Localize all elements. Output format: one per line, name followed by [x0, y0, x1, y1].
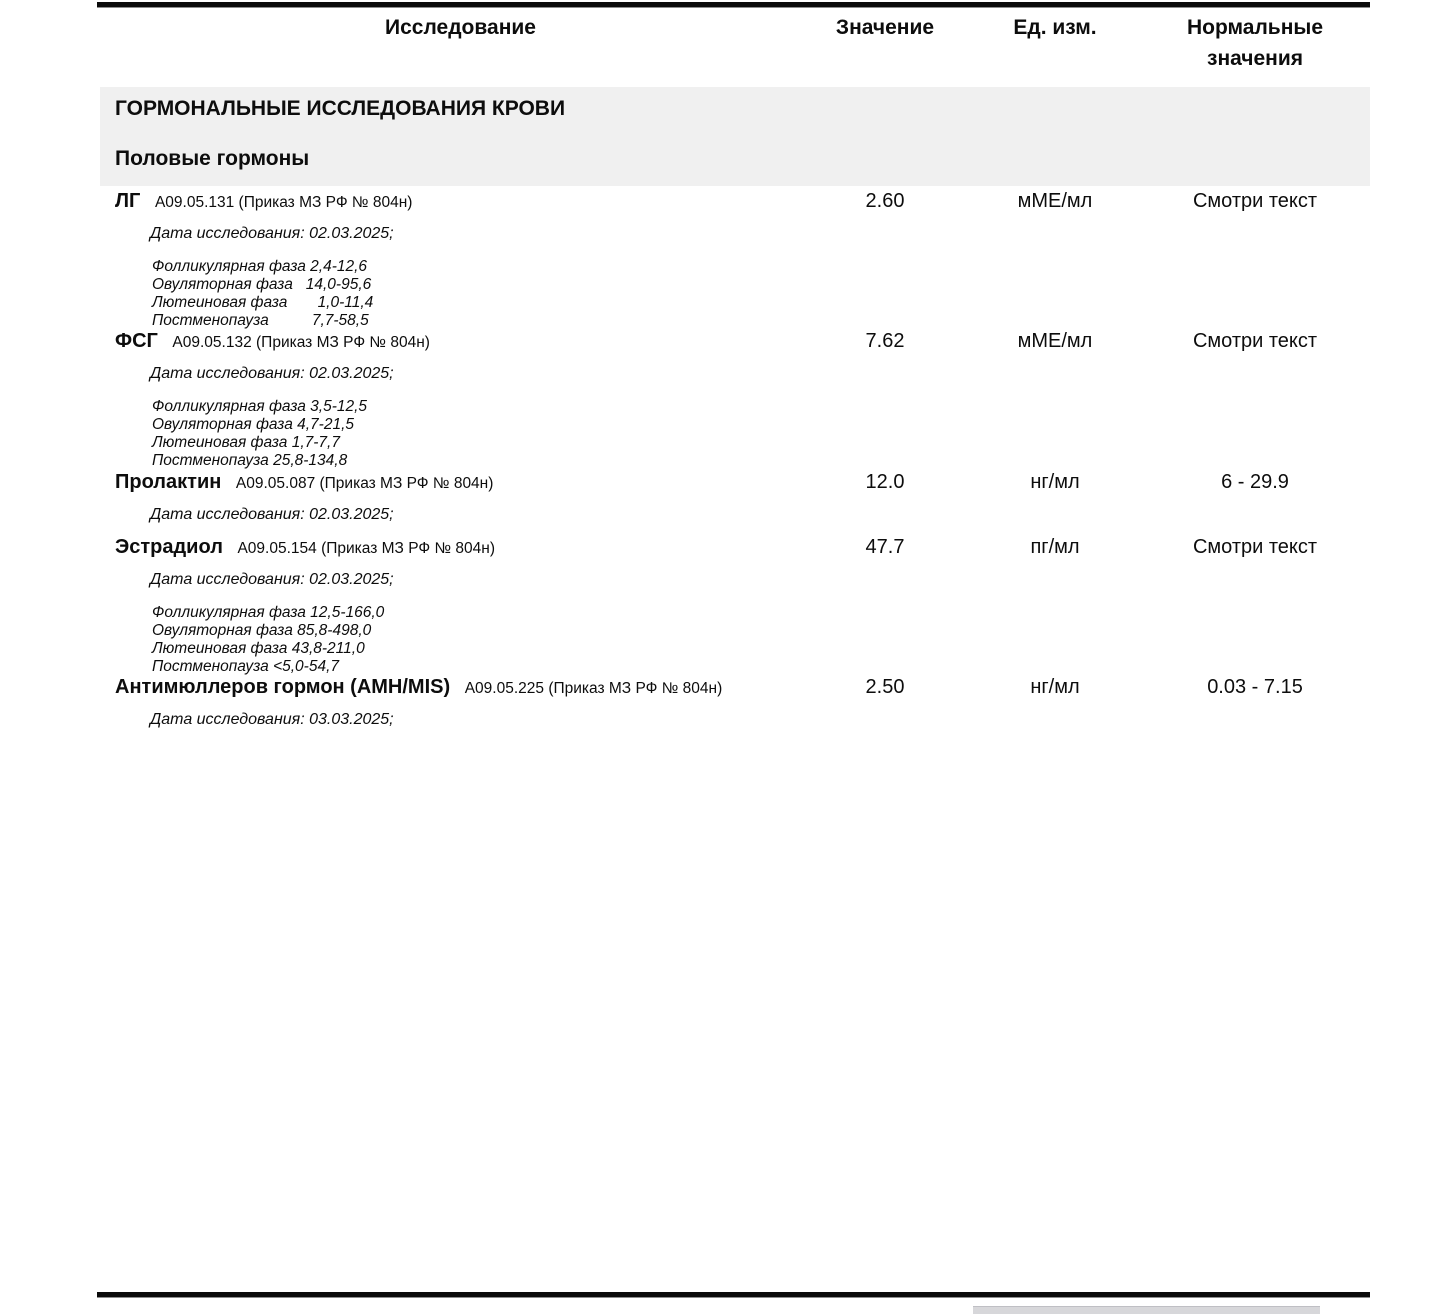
column-header-value: Значение: [835, 16, 935, 39]
result-value: 7.62: [865, 330, 905, 352]
test-row-lg: [97, 190, 1370, 330]
result-value: 2.60: [865, 190, 905, 212]
top-divider-rule: [97, 2, 1370, 8]
test-date: Дата исследования: 02.03.2025;: [150, 365, 394, 382]
result-norm: Смотри текст: [1192, 190, 1318, 212]
phase-line: Овуляторная фаза 4,7-21,5: [152, 416, 355, 433]
test-row-prolactin: [97, 471, 1370, 525]
section-title: ГОРМОНАЛЬНЫЕ ИССЛЕДОВАНИЯ КРОВИ: [115, 97, 566, 120]
results-table-body: [97, 190, 1370, 730]
result-norm: Смотри текст: [1192, 536, 1318, 558]
test-date: Дата исследования: 02.03.2025;: [150, 506, 394, 523]
test-row-estradiol: [97, 536, 1370, 676]
result-unit: пг/мл: [1030, 536, 1080, 558]
next-section-partial-band: [973, 1306, 1320, 1314]
result-norm: Смотри текст: [1192, 330, 1318, 352]
bottom-divider-rule: [97, 1292, 1370, 1298]
result-norm: 6 - 29.9: [1221, 471, 1289, 493]
result-unit: мМЕ/мл: [1017, 190, 1093, 212]
test-code: A09.05.132 (Приказ МЗ РФ № 804н): [172, 334, 430, 351]
column-header-unit: Ед. изм.: [1013, 16, 1097, 39]
phase-line: Лютеиновая фаза 1,7-7,7: [152, 434, 340, 451]
phase-line: Фолликулярная фаза 2,4-12,6: [152, 258, 368, 275]
test-name: ФСГ: [115, 330, 158, 352]
result-unit: нг/мл: [1030, 471, 1080, 493]
phase-line: Лютеиновая фаза 43,8-211,0: [152, 640, 365, 657]
test-row-fsg: [97, 330, 1370, 470]
result-value: 2.50: [865, 676, 905, 698]
test-name: Антимюллеров гормон (AMH/MIS): [115, 676, 451, 698]
test-code: A09.05.154 (Приказ МЗ РФ № 804н): [237, 540, 495, 557]
test-code: A09.05.087 (Приказ МЗ РФ № 804н): [235, 475, 494, 492]
reference-phases: [152, 604, 800, 676]
test-date: Дата исследования: 02.03.2025;: [150, 225, 394, 242]
table-header-row: [97, 12, 1370, 74]
section-band: [100, 87, 1370, 186]
result-norm: 0.03 - 7.15: [1207, 676, 1303, 698]
test-code: A09.05.131 (Приказ МЗ РФ № 804н): [154, 194, 413, 211]
reference-phases: [152, 398, 800, 470]
phase-line: Овуляторная фаза 85,8-498,0: [152, 622, 372, 639]
test-code: A09.05.225 (Приказ МЗ РФ № 804н): [464, 680, 723, 697]
phase-line: Постменопауза 7,7-58,5: [152, 312, 369, 329]
result-value: 12.0: [865, 471, 905, 493]
section-subtitle: Половые гормоны: [115, 147, 310, 170]
test-name: Пролактин: [115, 471, 222, 493]
test-date: Дата исследования: 02.03.2025;: [150, 571, 394, 588]
phase-line: Фолликулярная фаза 12,5-166,0: [152, 604, 385, 621]
column-header-study: Исследование: [385, 16, 536, 39]
test-date: Дата исследования: 03.03.2025;: [150, 711, 394, 728]
result-unit: мМЕ/мл: [1017, 330, 1093, 352]
phase-line: Фолликулярная фаза 3,5-12,5: [152, 398, 368, 415]
result-value: 47.7: [865, 536, 905, 558]
reference-phases: [152, 258, 800, 330]
phase-line: Овуляторная фаза 14,0-95,6: [152, 276, 372, 293]
result-unit: нг/мл: [1030, 676, 1080, 698]
phase-line: Постменопауза <5,0-54,7: [152, 658, 340, 675]
test-name: ЛГ: [115, 190, 141, 212]
phase-line: Лютеиновая фаза 1,0-11,4: [152, 294, 374, 311]
column-header-norm: Нормальные значения: [1186, 16, 1324, 70]
phase-line: Постменопауза 25,8-134,8: [152, 452, 348, 469]
test-name: Эстрадиол: [115, 536, 223, 558]
test-row-amh: [97, 676, 1370, 730]
